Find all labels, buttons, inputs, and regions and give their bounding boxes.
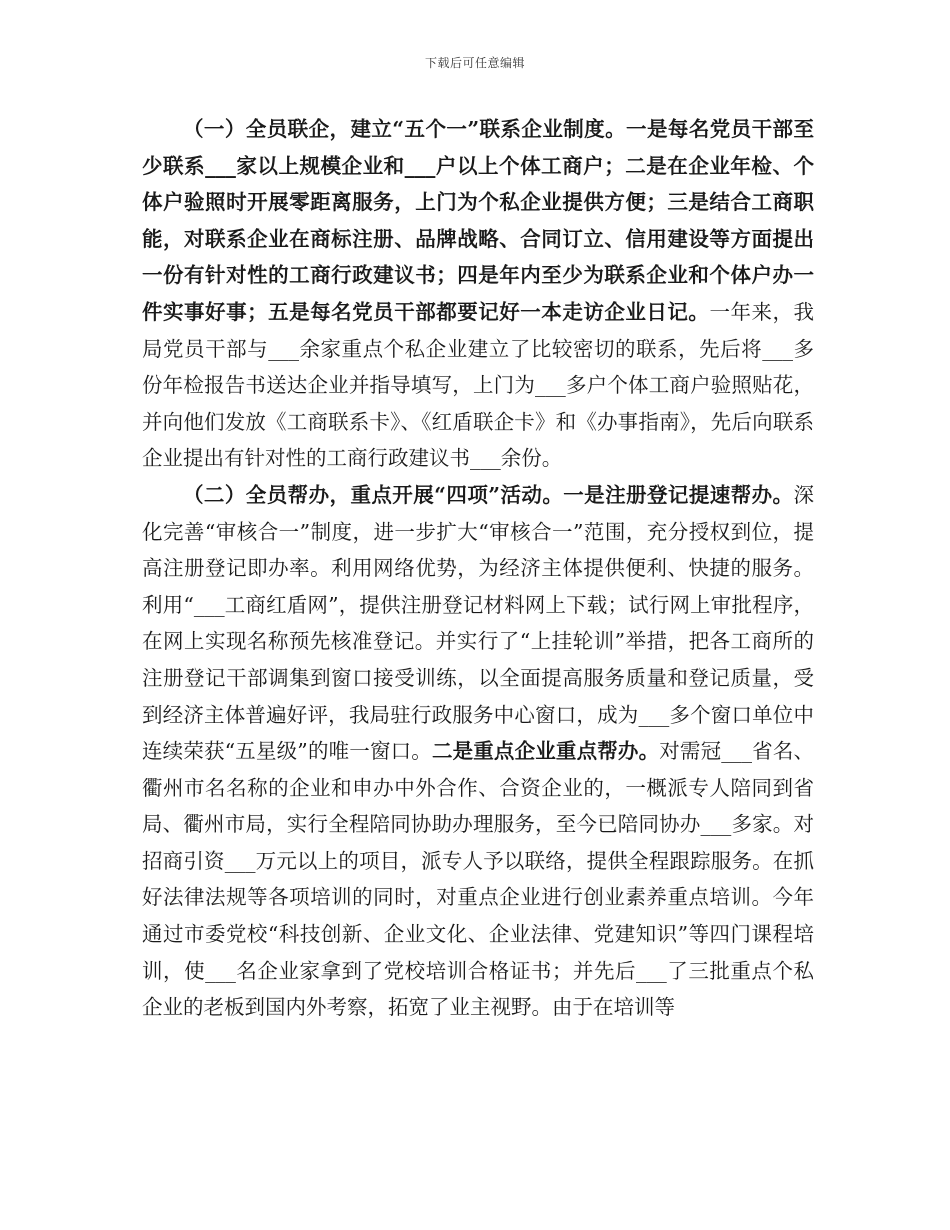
paragraph-2 xyxy=(142,477,814,1026)
paragraph-1-heading-text: （一）全员联企，建立“五个一”联系企业制度。一是每名党员干部至少联系___家以上规模企业和___户以上个体工商户；二是在企业年检、个体户验照时开展零距离服务，上门为个私企业提供方便；三是结合工商职能，对联系企业在商标注册、品牌战略、合同订立、信用建设等方面提出一份有针对性的工商行政建议书；四是年内至少为联系企业和个体户办一件实事好事；五是每名党员干部都要记好一本走访企业日记。 xyxy=(142,117,814,324)
paragraph-2-subheading-text: 二是重点企业重点帮办。 xyxy=(431,739,660,764)
paragraph-2-body-text: 深化完善“审核合一”制度，进一步扩大“审核合一”范围，充分授权到位，提高注册登记即办率。利用网络优势，为经济主体提供便利、快捷的服务。利用“___工商红盾网”，提供注册登记材料网上下载；试行网上审批程序，在网上实现名称预先核准登记。并实行了“上挂轮训”举措，把各工商所的注册登记干部调集到窗口接受训练，以全面提高服务质量和登记质量，受到经济主体普遍好评，我局驻行政服务中心窗口，成为___多个窗口单位中连续荣获“五星级”的唯一窗口。 xyxy=(142,482,814,764)
header-note: 下载后可任意编辑 xyxy=(424,56,525,70)
paragraph-2-body-text-2: 对需冠___省名、衢州市名名称的企业和申办中外合作、合资企业的，一概派专人陪同到省局、衢州市局，实行全程陪同协助办理服务，至今已陪同协办___多家。对招商引资___万元以上的项目，派专人予以联络，提供全程跟踪服务。在抓好法律法规等各项培训的同时，对重点企业进行创业素养重点培训。今年通过市委党校“科技创新、企业文化、企业法律、党建知识”等四门课程培训，使___名企业家拿到了党校培训合格证书；并先后___了三批重点个私企业的老板到国内外考察，拓宽了业主视野。由于在培训等 xyxy=(142,739,815,1020)
paragraph-1 xyxy=(142,111,814,477)
paragraph-2-heading-text: （二）全员帮办，重点开展“四项”活动。一是注册登记提速帮办。 xyxy=(183,482,794,507)
paragraph-1-body-text: 一年来，我局党员干部与___余家重点个私企业建立了比较密切的联系，先后将___多份年检报告书送达企业并指导填写，上门为___多户个体工商户验照贴花，并向他们发放《工商联系卡》、《红盾联企卡》和《办事指南》，先后向联系企业提出有针对性的工商行政建议书___余份。 xyxy=(142,299,815,471)
document-body xyxy=(142,111,814,1026)
